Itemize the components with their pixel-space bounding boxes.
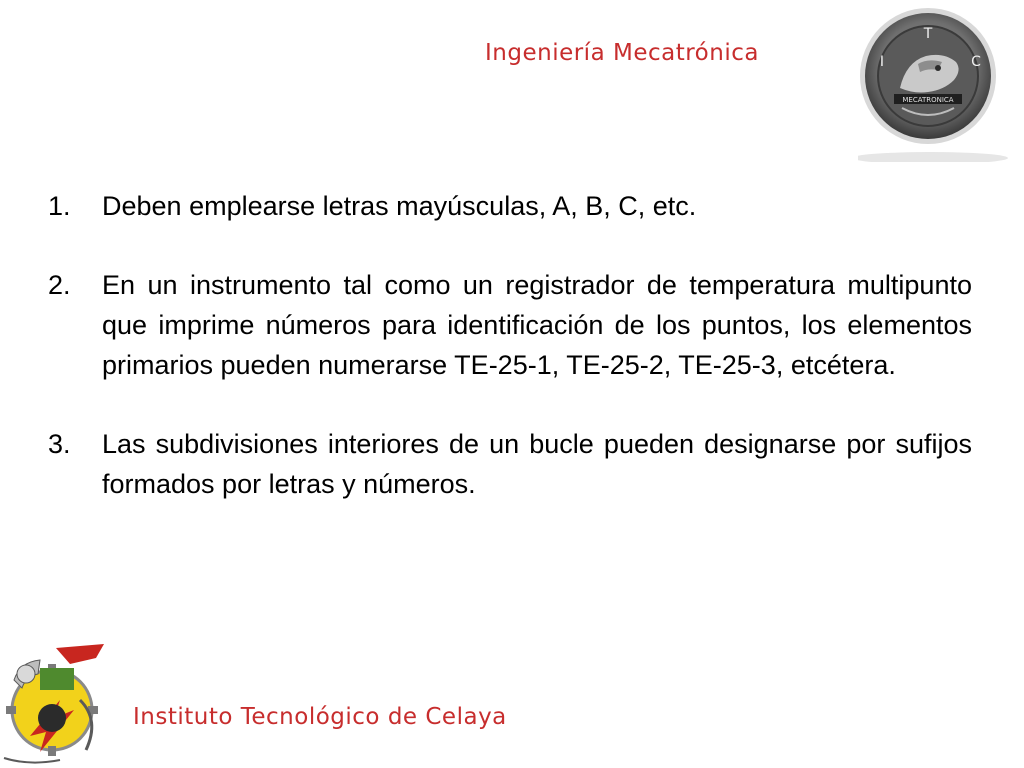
header-title: Ingeniería Mecatrónica (485, 40, 759, 66)
seal-letter-c: C (971, 54, 981, 70)
list-item-text: Las subdivisiones interiores de un bucle pueden designarse por sufijos formados por letras y números. (102, 429, 972, 499)
seal-banner: MECATRONICA (902, 96, 954, 104)
footer-title: Instituto Tecnológico de Celaya (133, 704, 507, 730)
numbered-list (48, 186, 972, 543)
list-item-number: 1. (48, 191, 71, 221)
itc-mechatronics-seal-icon (858, 0, 1024, 162)
list-item (48, 186, 972, 226)
list-item-text: Deben emplearse letras mayúsculas, A, B, C, etc. (102, 191, 697, 221)
list-item-number: 2. (48, 270, 71, 300)
list-item-number: 3. (48, 429, 71, 459)
seal-letter-t: T (923, 26, 933, 42)
seal-letter-i: I (879, 54, 885, 70)
list-item (48, 424, 972, 504)
list-item-text: En un instrumento tal como un registrador de temperatura multipunto que imprime números para identificación de los puntos, los elementos primarios pueden numerarse TE-25-1, TE-25-2, TE-25-3, etcétera. (102, 270, 972, 380)
itc-celaya-emblem-icon (0, 640, 112, 768)
list-item (48, 265, 972, 385)
